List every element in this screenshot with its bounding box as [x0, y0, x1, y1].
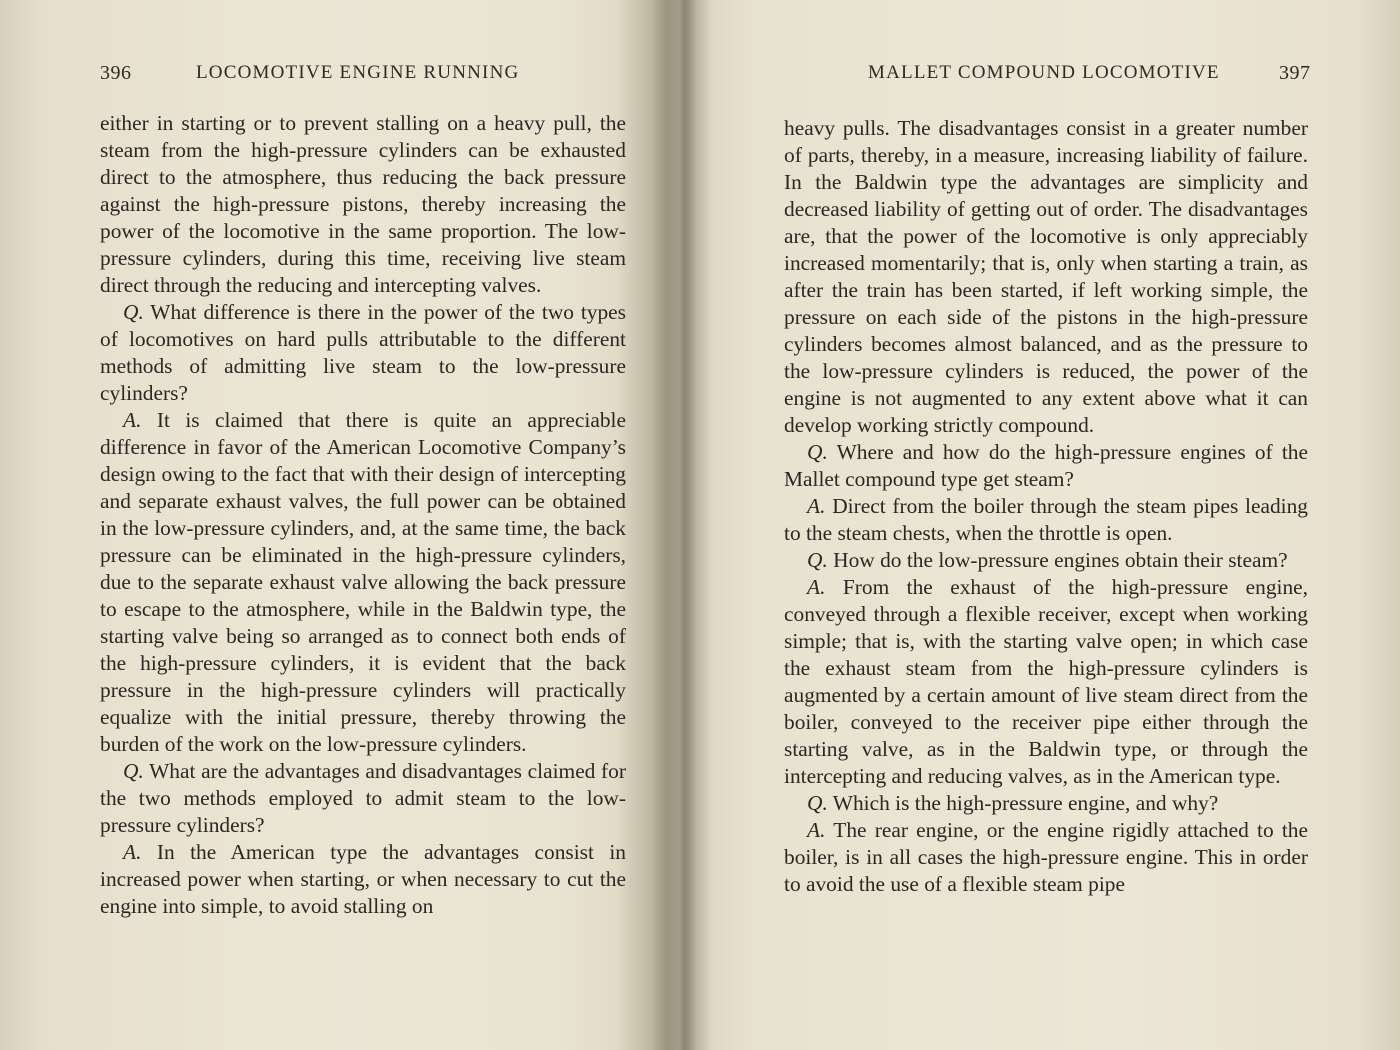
running-head: LOCOMOTIVE ENGINE RUNNING — [196, 62, 520, 83]
answer-label: A. — [807, 575, 826, 599]
answer-text: From the exhaust of the high-pressure engine, conveyed through a flexible receiver, except when working simple; that is, with the starting valve open; in which case the exhaust steam from the high-pressure cylinders is augmented by a certain amount of live steam direct from the boiler, conveyed to the receiver pipe either through the starting valve, as in the Baldwin type, or through the intercepting and reducing valves, as in the American type. — [784, 575, 1308, 788]
running-head: MALLET COMPOUND LOCOMOTIVE — [868, 62, 1220, 83]
question-text: What are the advantages and disadvantages claimed for the two methods employed to admit steam to the low-pressure cylinders? — [100, 759, 627, 837]
paragraph-text: heavy pulls. The disadvantages consist in a greater number of parts, thereby, in a measure, increasing liability of failure. In the Baldwin type the advantages are simplicity and decreased liability of getting out of order. The disadvantages are, that the power of the locomotive is only appreciably increased momentarily; that is, only when starting a train, as after the train has been started, if left working simple, the pressure on each side of the pistons in the high-pressure cylinders becomes almost balanced, and as the pressure to the low-pressure cylinders is reduced, the power of the engine is not augmented to any extent above what it can develop working strictly compound. — [784, 116, 1308, 437]
right-page — [700, 0, 1400, 1050]
answer-text: It is claimed that there is quite an appreciable difference in favor of the American Locomotive Company’s design owing to the fact that with their design of intercepting and separate exhaust valves, the full power can be obtained in the low-pressure cylinders, and, at the same time, the back pressure can be eliminated in the high-pressure cylinders, due to the separate exhaust valve allowing the back pressure to escape to the atmosphere, while in the Baldwin type, the starting valve being so arranged as to connect both ends of the high-pressure cylinders, it is evident that the back pressure in the high-pressure cylinders will practically equalize with the initial pressure, thereby throwing the burden of the work on the low-pressure cylinders. — [100, 408, 626, 756]
question-text: Where and how do the high-pressure engines of the Mallet compound type get steam? — [784, 440, 1308, 491]
paragraph — [784, 115, 1308, 439]
answer-text: The rear engine, or the engine rigidly attached to the boiler, is in all cases the high-pressure engine. This in order to avoid the use of a flexible steam pipe — [784, 818, 1308, 896]
answer-label: A. — [123, 408, 142, 432]
paragraph — [100, 110, 626, 299]
answer-label: A. — [807, 818, 826, 842]
answer-label: A. — [807, 494, 826, 518]
question-label: Q. — [123, 300, 144, 324]
answer-paragraph — [100, 407, 626, 758]
paragraph-text: either in starting or to prevent stalling on a heavy pull, the steam from the high-pressure cylinders can be exhausted direct to the atmosphere, thus reducing the back pressure against the high-pressure pistons, thereby increasing the power of the locomotive in the same proportion. The low-pressure cylinders, during this time, receiving live steam direct through the reducing and intercepting valves. — [100, 111, 626, 297]
page-body — [100, 110, 626, 920]
question-paragraph — [784, 547, 1308, 574]
answer-text: In the American type the advantages consist in increased power when starting, or when necessary to cut the engine into simple, to avoid stalling on — [100, 840, 626, 918]
question-text: How do the low-pressure engines obtain their steam? — [833, 548, 1288, 572]
answer-text: Direct from the boiler through the steam pipes leading to the steam chests, when the throttle is open. — [784, 494, 1308, 545]
page-number: 396 — [100, 62, 132, 84]
answer-label: A. — [123, 840, 142, 864]
question-label: Q. — [807, 791, 828, 815]
question-paragraph — [784, 790, 1308, 817]
answer-paragraph — [100, 839, 626, 920]
answer-paragraph — [784, 574, 1308, 790]
page-body — [784, 115, 1308, 898]
left-page — [0, 0, 680, 1050]
question-label: Q. — [123, 759, 144, 783]
question-paragraph — [784, 439, 1308, 493]
answer-paragraph — [784, 817, 1308, 898]
question-paragraph — [100, 299, 626, 407]
question-paragraph — [100, 758, 626, 839]
question-text: Which is the high-pressure engine, and why? — [832, 791, 1219, 815]
question-label: Q. — [807, 440, 828, 464]
question-label: Q. — [807, 548, 828, 572]
answer-paragraph — [784, 493, 1308, 547]
question-text: What difference is there in the power of the two types of locomotives on hard pulls attributable to the different methods of admitting live steam to the low-pressure cylinders? — [100, 300, 626, 405]
page-number: 397 — [1279, 62, 1311, 84]
